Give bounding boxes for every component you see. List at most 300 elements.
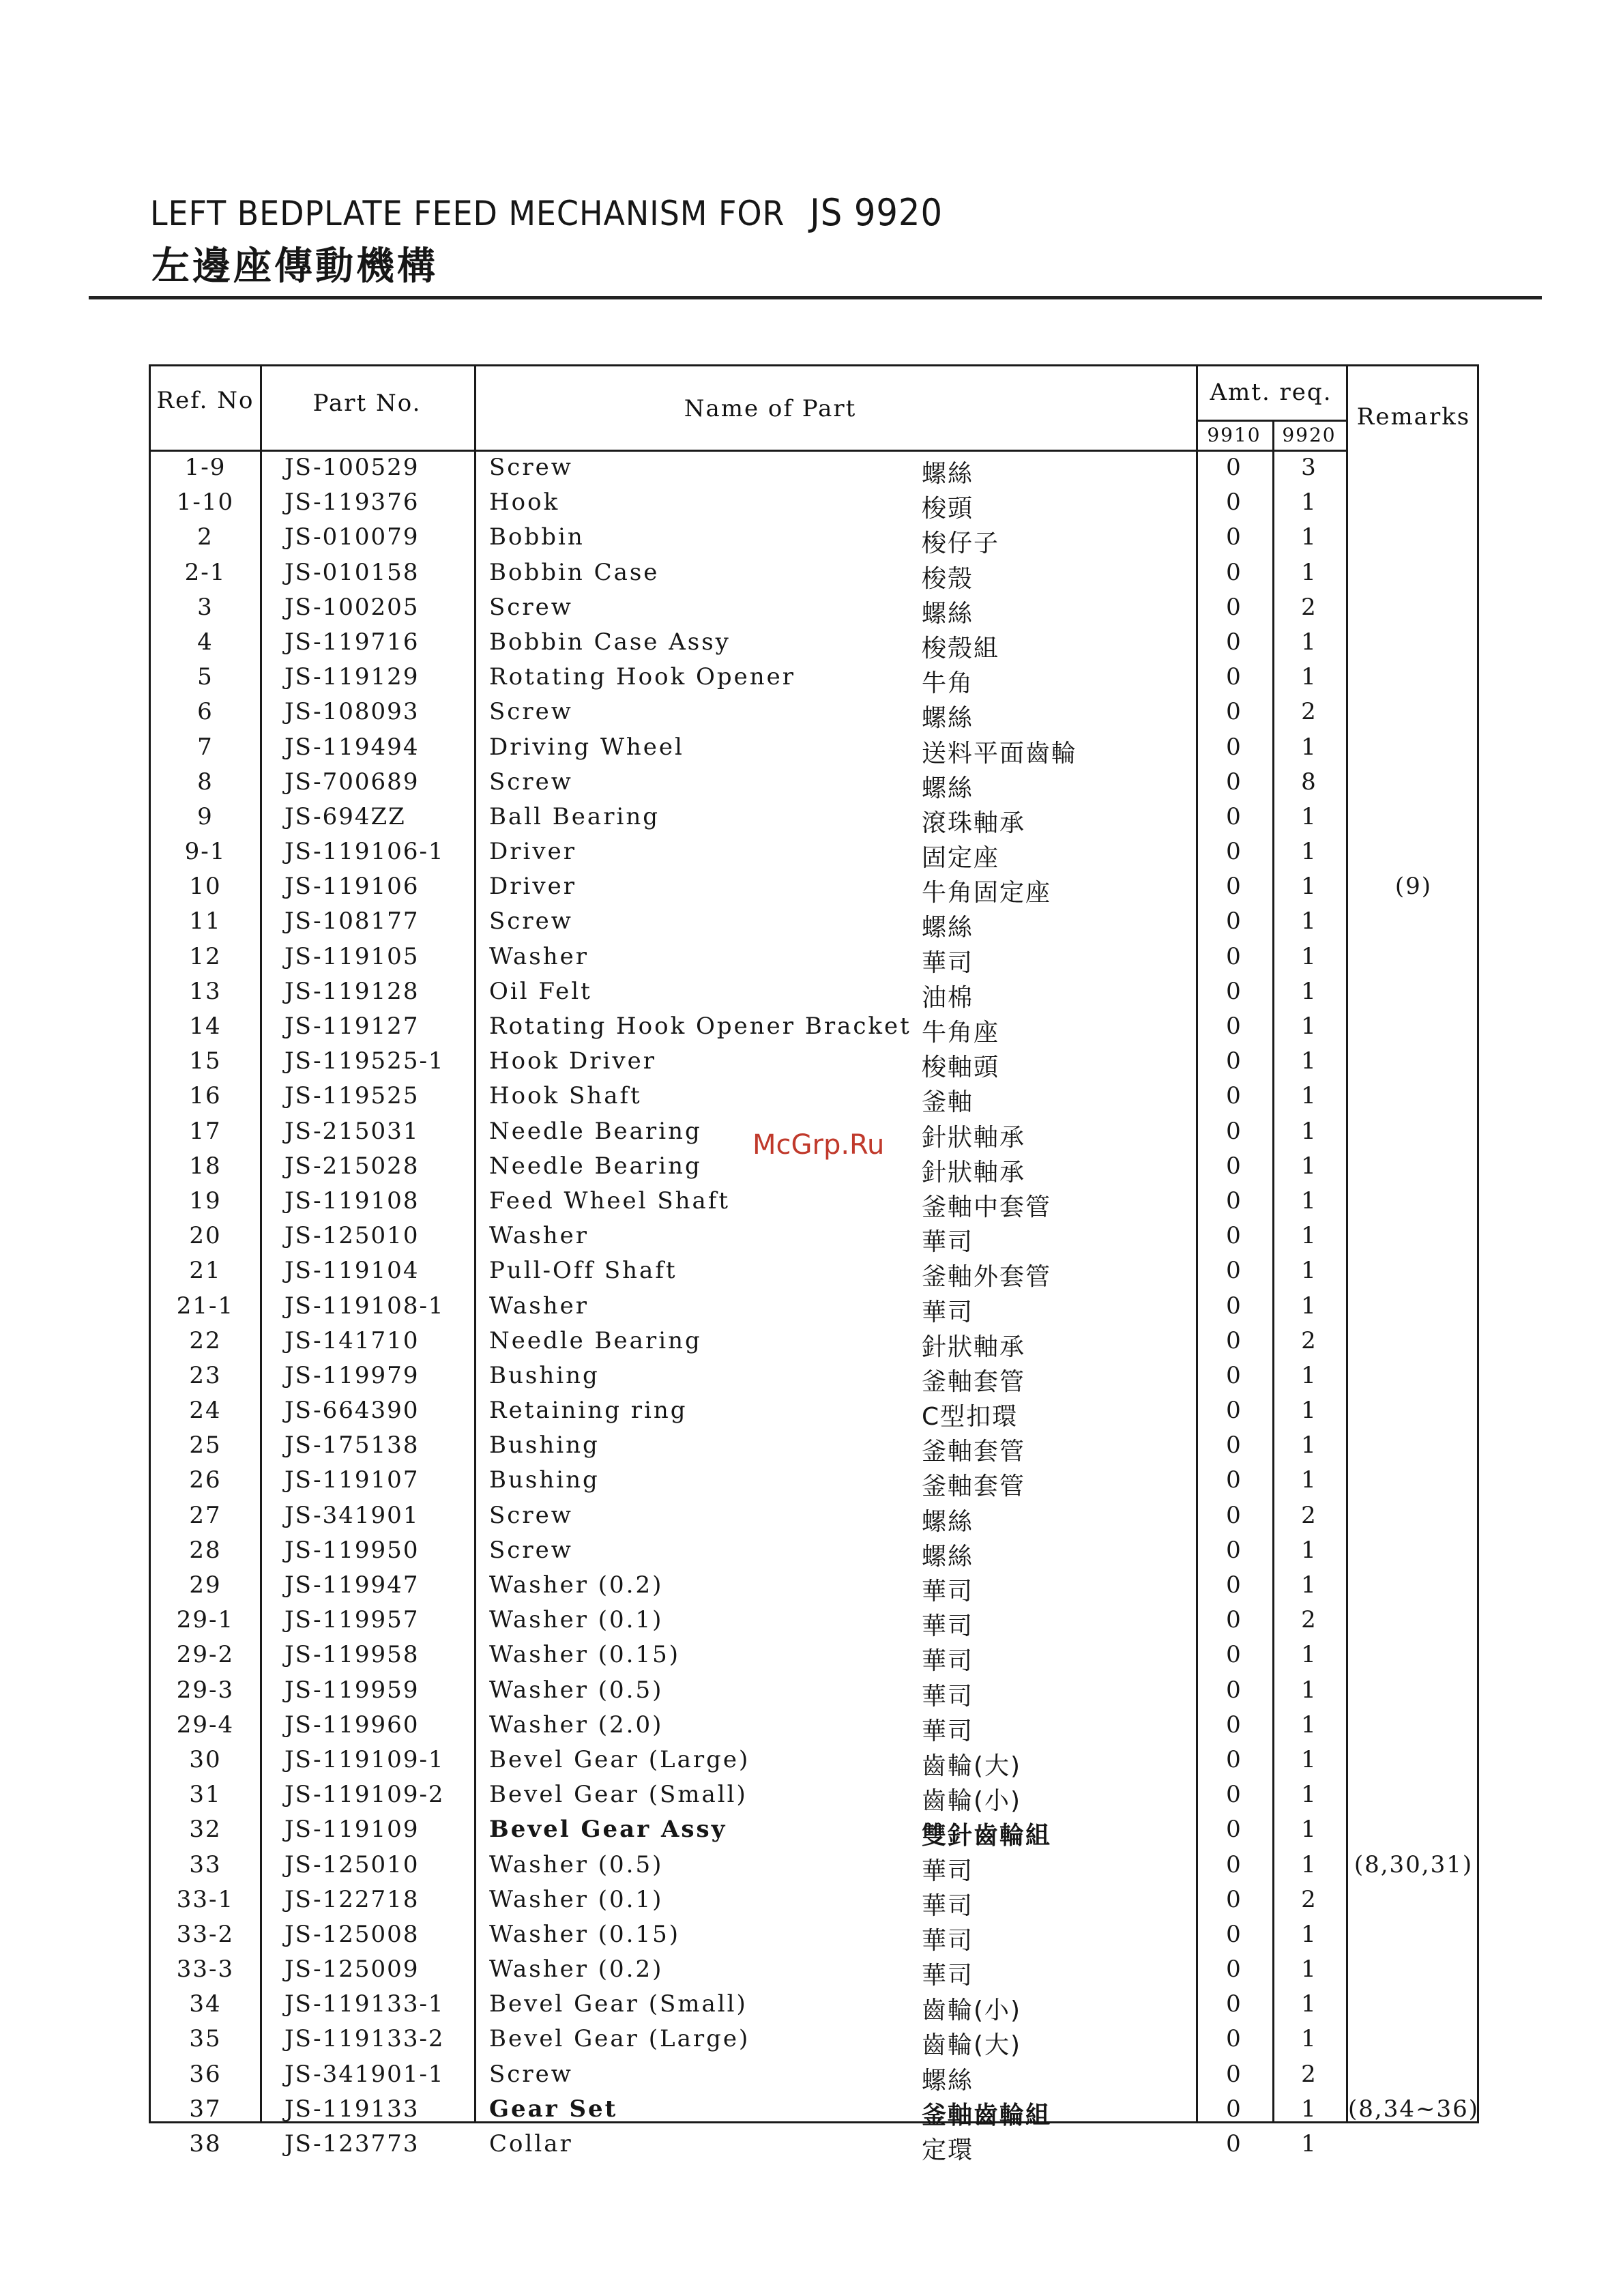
part-name-cell: Hook Shaft: [489, 1082, 642, 1110]
part-name-chinese-cell: 雙針齒輪組: [922, 1822, 1052, 1850]
part-no-cell: JS-119957: [284, 1606, 420, 1634]
qty-9920-cell: 1: [1301, 838, 1317, 866]
qty-9920-cell: 1: [1301, 1117, 1317, 1145]
qty-9920-cell: 1: [1301, 1222, 1317, 1250]
qty-9910-cell: 0: [1226, 628, 1242, 656]
qty-9920-cell: 1: [1301, 663, 1317, 691]
part-name-chinese-cell: 釜軸中套管: [922, 1193, 1052, 1221]
part-no-cell: JS-119716: [284, 628, 420, 656]
table-row: [151, 733, 1477, 768]
qty-9910-cell: 0: [1226, 1013, 1242, 1040]
ref-no-cell: 21: [189, 1257, 222, 1285]
part-no-cell: JS-100205: [284, 593, 420, 621]
part-name-chinese-cell: 螺絲: [922, 914, 974, 942]
qty-9920-cell: 1: [1301, 1187, 1317, 1215]
title-model: JS 9920: [810, 191, 943, 234]
ref-no-cell: 1-10: [176, 489, 235, 517]
part-no-cell: JS-694ZZ: [284, 802, 406, 830]
part-name-cell: Bobbin Case Assy: [489, 628, 731, 656]
ref-no-cell: 35: [189, 2025, 222, 2053]
table-row: [151, 1606, 1477, 1641]
part-no-cell: JS-119108: [284, 1187, 420, 1215]
part-no-cell: JS-125009: [284, 1956, 420, 1983]
part-no-cell: JS-141710: [284, 1326, 420, 1354]
qty-9920-cell: 1: [1301, 1397, 1317, 1425]
part-name-chinese-cell: 牛角座: [922, 1019, 1000, 1047]
part-name-cell: Washer (0.5): [489, 1676, 664, 1704]
qty-9910-cell: 0: [1226, 1781, 1242, 1809]
qty-9910-cell: 0: [1226, 2060, 1242, 2088]
part-name-cell: Washer (2.0): [489, 1711, 664, 1739]
table-row: [151, 1781, 1477, 1816]
ref-no-cell: 31: [189, 1781, 222, 1809]
page-title-chinese: 左邊座傳動機構: [151, 244, 438, 289]
part-no-cell: JS-119127: [284, 1013, 420, 1040]
qty-9910-cell: 0: [1226, 663, 1242, 691]
qty-9920-cell: 1: [1301, 942, 1317, 970]
part-no-cell: JS-664390: [284, 1397, 420, 1425]
part-no-cell: JS-119106: [284, 873, 420, 901]
table-row: [151, 454, 1477, 489]
part-no-cell: JS-341901-1: [284, 2060, 445, 2088]
qty-9920-cell: 1: [1301, 1711, 1317, 1739]
part-no-cell: JS-100529: [284, 454, 420, 481]
qty-9920-cell: 1: [1301, 873, 1317, 901]
qty-9920-cell: 1: [1301, 907, 1317, 935]
table-row: [151, 1676, 1477, 1711]
table-row: [151, 1362, 1477, 1397]
table-row: [151, 628, 1477, 663]
header-ref-no: Ref. No: [156, 387, 254, 414]
part-no-cell: JS-119376: [284, 489, 420, 517]
part-no-cell: JS-119494: [284, 733, 420, 761]
qty-9910-cell: 0: [1226, 1187, 1242, 1215]
part-name-cell: Screw: [489, 768, 573, 796]
part-name-chinese-cell: 華司: [922, 1717, 974, 1745]
qty-9920-cell: 2: [1301, 1501, 1317, 1529]
qty-9910-cell: 0: [1226, 1326, 1242, 1354]
qty-9920-cell: 1: [1301, 1536, 1317, 1564]
ref-no-cell: 9-1: [184, 838, 226, 866]
table-row: [151, 1816, 1477, 1850]
header-amt-req: Amt. req.: [1210, 379, 1332, 406]
remarks-cell: (8,30,31): [1354, 1850, 1474, 1878]
part-name-cell: Washer: [489, 1222, 589, 1250]
part-name-chinese-cell: 牛角固定座: [922, 879, 1052, 907]
part-name-cell: Driver: [489, 873, 576, 901]
ref-no-cell: 20: [189, 1222, 222, 1250]
table-row: [151, 803, 1477, 838]
part-name-chinese-cell: 滾珠軸承: [922, 809, 1026, 837]
table-row: [151, 1187, 1477, 1222]
ref-no-cell: 34: [189, 1990, 222, 2018]
ref-no-cell: 33: [189, 1850, 222, 1878]
ref-no-cell: 29-3: [176, 1676, 235, 1704]
part-no-cell: JS-119133: [284, 2095, 420, 2123]
part-name-chinese-cell: 螺絲: [922, 704, 974, 733]
part-name-cell: Bevel Gear (Small): [489, 1990, 748, 2018]
remarks-cell: (8,34~36): [1348, 2095, 1479, 2123]
part-name-cell: Washer (0.2): [489, 1956, 664, 1983]
part-no-cell: JS-119106-1: [284, 838, 445, 866]
qty-9910-cell: 0: [1226, 733, 1242, 761]
part-no-cell: JS-119109: [284, 1816, 420, 1844]
qty-9910-cell: 0: [1226, 1536, 1242, 1564]
qty-9910-cell: 0: [1226, 523, 1242, 551]
header-name-of-part: Name of Part: [684, 395, 857, 422]
part-name-cell: Feed Wheel Shaft: [489, 1187, 731, 1215]
part-name-chinese-cell: 定環: [922, 2136, 974, 2164]
part-no-cell: JS-119107: [284, 1466, 420, 1494]
part-name-cell: Washer (0.1): [489, 1885, 664, 1913]
part-no-cell: JS-215031: [284, 1117, 420, 1145]
qty-9920-cell: 1: [1301, 1361, 1317, 1389]
qty-9920-cell: 1: [1301, 1850, 1317, 1878]
part-name-cell: Oil Felt: [489, 977, 592, 1005]
part-no-cell: JS-119525-1: [284, 1047, 445, 1075]
part-no-cell: JS-123773: [284, 2130, 420, 2157]
part-no-cell: JS-119108-1: [284, 1292, 445, 1320]
table-row: [151, 1990, 1477, 2025]
part-name-chinese-cell: 齒輪(小): [922, 1996, 1022, 2025]
qty-9910-cell: 0: [1226, 1885, 1242, 1913]
ref-no-cell: 30: [189, 1745, 222, 1773]
qty-9910-cell: 0: [1226, 1047, 1242, 1075]
part-name-chinese-cell: 螺絲: [922, 774, 974, 802]
qty-9920-cell: 2: [1301, 593, 1317, 621]
part-name-chinese-cell: 釜軸外套管: [922, 1263, 1052, 1292]
part-name-cell: Washer: [489, 942, 589, 970]
table-row: [151, 1502, 1477, 1537]
qty-9920-cell: 1: [1301, 1013, 1317, 1040]
title-divider: [89, 296, 1542, 300]
part-name-cell: Pull-Off Shaft: [489, 1257, 677, 1285]
part-name-chinese-cell: 梭仔子: [922, 529, 1000, 558]
part-name-chinese-cell: 梭軸頭: [922, 1053, 1000, 1082]
part-name-chinese-cell: 華司: [922, 1228, 974, 1257]
ref-no-cell: 23: [189, 1361, 222, 1389]
table-divider: [1196, 420, 1346, 422]
part-no-cell: JS-119958: [284, 1641, 420, 1669]
table-row: [151, 873, 1477, 907]
part-name-cell: Gear Set: [489, 2095, 618, 2123]
table-row: [151, 907, 1477, 942]
table-row: [151, 663, 1477, 698]
ref-no-cell: 7: [197, 733, 214, 761]
part-no-cell: JS-119129: [284, 663, 420, 691]
part-name-cell: Washer: [489, 1292, 589, 1320]
part-no-cell: JS-119105: [284, 942, 420, 970]
part-no-cell: JS-119960: [284, 1711, 420, 1739]
part-no-cell: JS-175138: [284, 1432, 420, 1459]
part-name-chinese-cell: 梭殼組: [922, 634, 1000, 663]
qty-9920-cell: 1: [1301, 1432, 1317, 1459]
part-name-cell: Washer (0.2): [489, 1571, 664, 1599]
watermark: McGrp.Ru: [752, 1129, 885, 1161]
part-name-cell: Washer (0.15): [489, 1920, 681, 1948]
qty-9910-cell: 0: [1226, 1676, 1242, 1704]
part-name-cell: Screw: [489, 1536, 573, 1564]
part-no-cell: JS-125010: [284, 1222, 420, 1250]
part-name-chinese-cell: 油棉: [922, 983, 974, 1012]
qty-9910-cell: 0: [1226, 1501, 1242, 1529]
part-no-cell: JS-119959: [284, 1676, 420, 1704]
qty-9920-cell: 2: [1301, 698, 1317, 726]
part-name-cell: Screw: [489, 1501, 573, 1529]
ref-no-cell: 15: [189, 1047, 222, 1075]
page-title: [150, 191, 943, 234]
part-no-cell: JS-119947: [284, 1571, 420, 1599]
qty-9910-cell: 0: [1226, 1920, 1242, 1948]
part-no-cell: JS-700689: [284, 768, 420, 796]
part-name-chinese-cell: 螺絲: [922, 1507, 974, 1536]
qty-9920-cell: 1: [1301, 1047, 1317, 1075]
ref-no-cell: 22: [189, 1326, 222, 1354]
qty-9920-cell: 1: [1301, 2130, 1317, 2157]
qty-9920-cell: 1: [1301, 1745, 1317, 1773]
qty-9910-cell: 0: [1226, 698, 1242, 726]
part-no-cell: JS-119104: [284, 1257, 420, 1285]
qty-9920-cell: 8: [1301, 768, 1317, 796]
ref-no-cell: 10: [189, 873, 222, 901]
part-no-cell: JS-108093: [284, 698, 420, 726]
part-no-cell: JS-119950: [284, 1536, 420, 1564]
ref-no-cell: 38: [189, 2130, 222, 2157]
part-name-cell: Screw: [489, 2060, 573, 2088]
part-name-chinese-cell: 華司: [922, 1857, 974, 1885]
table-row: [151, 1082, 1477, 1117]
qty-9920-cell: 1: [1301, 1816, 1317, 1844]
ref-no-cell: 33-2: [176, 1920, 235, 1948]
qty-9910-cell: 0: [1226, 1816, 1242, 1844]
qty-9920-cell: 1: [1301, 1466, 1317, 1494]
ref-no-cell: 29-1: [176, 1606, 235, 1634]
table-row: [151, 1537, 1477, 1571]
ref-no-cell: 29: [189, 1571, 222, 1599]
part-name-chinese-cell: 華司: [922, 1578, 974, 1605]
table-row: [151, 559, 1477, 594]
table-row: [151, 1327, 1477, 1362]
part-name-cell: Collar: [489, 2130, 573, 2157]
table-row: [151, 1921, 1477, 1956]
ref-no-cell: 33-1: [176, 1885, 235, 1913]
table-row: [151, 1851, 1477, 1886]
part-name-cell: Driving Wheel: [489, 733, 684, 761]
qty-9910-cell: 0: [1226, 593, 1242, 621]
table-row: [151, 1571, 1477, 1606]
qty-9910-cell: 0: [1226, 1606, 1242, 1634]
ref-no-cell: 29-2: [176, 1641, 235, 1669]
qty-9910-cell: 0: [1226, 1257, 1242, 1285]
header-part-no: Part No.: [312, 390, 422, 417]
part-name-chinese-cell: 梭殼: [922, 564, 974, 593]
part-name-chinese-cell: 固定座: [922, 844, 1000, 873]
qty-9920-cell: 2: [1301, 2060, 1317, 2088]
part-name-cell: Hook Driver: [489, 1047, 656, 1075]
qty-9920-cell: 1: [1301, 802, 1317, 830]
part-name-chinese-cell: 華司: [922, 1891, 974, 1920]
part-name-chinese-cell: 針狀軸承: [922, 1123, 1026, 1152]
part-name-chinese-cell: 釜軸套管: [922, 1367, 1026, 1396]
qty-9920-cell: 2: [1301, 1885, 1317, 1913]
qty-9920-cell: 1: [1301, 977, 1317, 1005]
qty-9910-cell: 0: [1226, 1571, 1242, 1599]
part-name-chinese-cell: 華司: [922, 948, 974, 977]
table-row: [151, 489, 1477, 523]
qty-9910-cell: 0: [1226, 1432, 1242, 1459]
ref-no-cell: 1-9: [184, 454, 226, 481]
part-name-chinese-cell: 齒輪(大): [922, 1752, 1022, 1780]
ref-no-cell: 4: [197, 628, 214, 656]
table-row: [151, 1222, 1477, 1257]
remarks-cell: (9): [1394, 873, 1433, 901]
table-row: [151, 594, 1477, 628]
qty-9920-cell: 1: [1301, 1571, 1317, 1599]
part-name-cell: Ball Bearing: [489, 802, 660, 830]
ref-no-cell: 12: [189, 942, 222, 970]
table-row: [151, 698, 1477, 733]
qty-9920-cell: 1: [1301, 1990, 1317, 2018]
ref-no-cell: 33-3: [176, 1956, 235, 1983]
part-name-cell: Screw: [489, 698, 573, 726]
part-name-cell: Washer (0.5): [489, 1850, 664, 1878]
table-row: [151, 838, 1477, 873]
part-name-chinese-cell: 釜軸齒輪組: [922, 2101, 1052, 2130]
ref-no-cell: 18: [189, 1152, 222, 1180]
qty-9920-cell: 1: [1301, 1292, 1317, 1320]
part-name-cell: Bevel Gear (Large): [489, 2025, 750, 2053]
qty-9910-cell: 0: [1226, 1361, 1242, 1389]
ref-no-cell: 2-1: [184, 558, 226, 586]
table-row: [151, 1886, 1477, 1921]
table-row: [151, 1292, 1477, 1327]
part-name-chinese-cell: 針狀軸承: [922, 1158, 1026, 1187]
part-name-cell: Screw: [489, 593, 573, 621]
ref-no-cell: 8: [197, 768, 214, 796]
qty-9910-cell: 0: [1226, 942, 1242, 970]
table-row: [151, 1711, 1477, 1746]
ref-no-cell: 13: [189, 977, 222, 1005]
qty-9910-cell: 0: [1226, 1222, 1242, 1250]
ref-no-cell: 14: [189, 1013, 222, 1040]
table-row: [151, 1466, 1477, 1501]
ref-no-cell: 9: [197, 802, 214, 830]
part-name-cell: Retaining ring: [489, 1397, 688, 1425]
part-name-chinese-cell: 螺絲: [922, 460, 974, 488]
part-name-chinese-cell: 螺絲: [922, 2066, 974, 2095]
table-row: [151, 2061, 1477, 2095]
qty-9910-cell: 0: [1226, 454, 1242, 481]
part-name-cell: Bushing: [489, 1432, 600, 1459]
qty-9920-cell: 1: [1301, 733, 1317, 761]
part-name-cell: Bevel Gear (Large): [489, 1745, 750, 1773]
qty-9910-cell: 0: [1226, 977, 1242, 1005]
part-no-cell: JS-119109-1: [284, 1745, 445, 1773]
part-name-cell: Needle Bearing: [489, 1326, 702, 1354]
part-name-cell: Bobbin Case: [489, 558, 660, 586]
part-no-cell: JS-125010: [284, 1850, 420, 1878]
part-name-chinese-cell: 梭頭: [922, 495, 974, 523]
ref-no-cell: 16: [189, 1082, 222, 1110]
part-name-chinese-cell: 螺絲: [922, 599, 974, 628]
part-name-chinese-cell: 華司: [922, 1612, 974, 1641]
ref-no-cell: 11: [189, 907, 222, 935]
qty-9910-cell: 0: [1226, 802, 1242, 830]
qty-9920-cell: 2: [1301, 1326, 1317, 1354]
qty-9920-cell: 1: [1301, 2025, 1317, 2053]
part-name-chinese-cell: 釜軸: [922, 1088, 974, 1117]
qty-9920-cell: 1: [1301, 523, 1317, 551]
header-9920: 9920: [1282, 424, 1336, 446]
qty-9910-cell: 0: [1226, 2130, 1242, 2157]
part-no-cell: JS-119133-2: [284, 2025, 445, 2053]
ref-no-cell: 24: [189, 1397, 222, 1425]
ref-no-cell: 37: [189, 2095, 222, 2123]
table-row: [151, 1956, 1477, 1990]
part-name-cell: Bevel Gear (Small): [489, 1781, 748, 1809]
part-name-chinese-cell: 螺絲: [922, 1542, 974, 1571]
header-9910: 9910: [1207, 424, 1261, 446]
qty-9910-cell: 0: [1226, 873, 1242, 901]
qty-9910-cell: 0: [1226, 1292, 1242, 1320]
table-row: [151, 943, 1477, 978]
qty-9910-cell: 0: [1226, 907, 1242, 935]
ref-no-cell: 17: [189, 1117, 222, 1145]
ref-no-cell: 2: [197, 523, 214, 551]
ref-no-cell: 28: [189, 1536, 222, 1564]
qty-9910-cell: 0: [1226, 2095, 1242, 2123]
qty-9910-cell: 0: [1226, 1466, 1242, 1494]
part-no-cell: JS-119109-2: [284, 1781, 445, 1809]
part-name-chinese-cell: 華司: [922, 1298, 974, 1326]
part-no-cell: JS-125008: [284, 1920, 420, 1948]
ref-no-cell: 27: [189, 1501, 222, 1529]
part-name-cell: Bobbin: [489, 523, 585, 551]
qty-9910-cell: 0: [1226, 1990, 1242, 2018]
part-no-cell: JS-215028: [284, 1152, 420, 1180]
part-name-cell: Screw: [489, 907, 573, 935]
table-row: [151, 1641, 1477, 1676]
table-row: [151, 2130, 1477, 2165]
qty-9920-cell: 1: [1301, 1082, 1317, 1110]
part-name-chinese-cell: 針狀軸承: [922, 1333, 1026, 1361]
table-row: [151, 1432, 1477, 1466]
qty-9910-cell: 0: [1226, 558, 1242, 586]
part-name-cell: Hook: [489, 489, 560, 517]
table-row: [151, 1047, 1477, 1082]
qty-9910-cell: 0: [1226, 1152, 1242, 1180]
ref-no-cell: 5: [197, 663, 214, 691]
qty-9910-cell: 0: [1226, 1641, 1242, 1669]
part-name-cell: Needle Bearing: [489, 1117, 702, 1145]
qty-9910-cell: 0: [1226, 1397, 1242, 1425]
part-name-cell: Washer (0.1): [489, 1606, 664, 1634]
part-name-chinese-cell: 齒輪(小): [922, 1787, 1022, 1816]
ref-no-cell: 36: [189, 2060, 222, 2088]
part-no-cell: JS-010079: [284, 523, 420, 551]
qty-9910-cell: 0: [1226, 1850, 1242, 1878]
qty-9920-cell: 1: [1301, 558, 1317, 586]
qty-9910-cell: 0: [1226, 1082, 1242, 1110]
qty-9910-cell: 0: [1226, 1956, 1242, 1983]
table-row: [151, 2025, 1477, 2060]
part-name-chinese-cell: 釜軸套管: [922, 1472, 1026, 1501]
part-no-cell: JS-341901: [284, 1501, 420, 1529]
qty-9920-cell: 1: [1301, 1781, 1317, 1809]
qty-9920-cell: 1: [1301, 1641, 1317, 1669]
part-name-chinese-cell: 華司: [922, 1926, 974, 1955]
qty-9920-cell: 1: [1301, 2095, 1317, 2123]
